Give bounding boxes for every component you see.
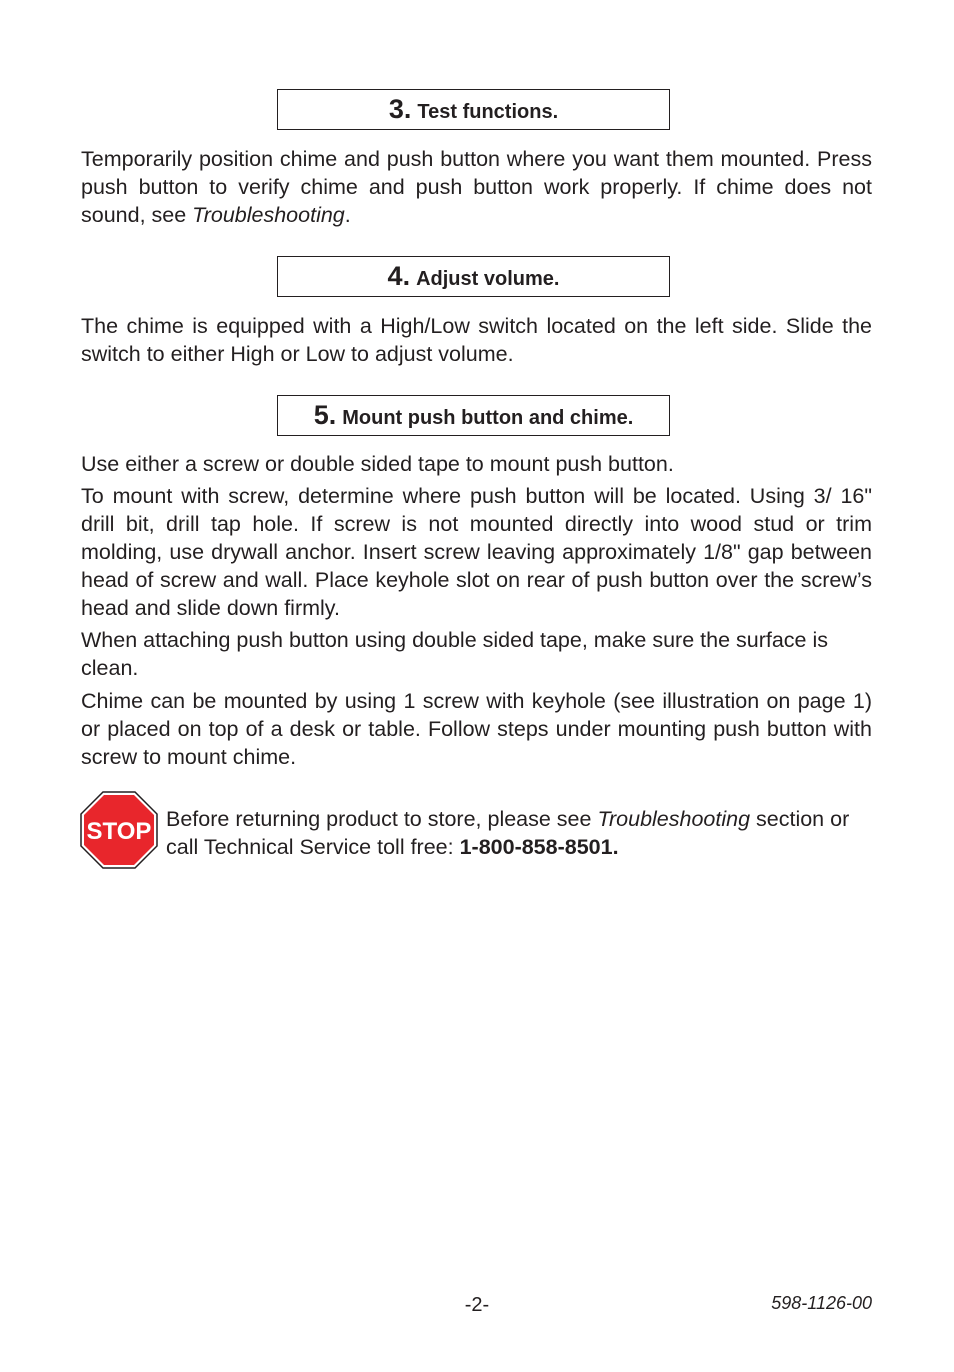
step-4-heading [277, 256, 670, 297]
page-number: -2- [464, 1294, 490, 1316]
troubleshooting-reference: Troubleshooting [597, 807, 751, 831]
stop-sign-icon [80, 791, 158, 869]
step-3-heading [277, 89, 670, 130]
stop-notice-text [166, 805, 872, 861]
step-5-heading [277, 395, 670, 436]
step-title: Mount push button and chime. [342, 406, 634, 429]
step-number: 3. [388, 94, 412, 124]
step-4-body: The chime is equipped with a High/Low switch located on the left side. Slide the switch to either High or Low to adjust volume. [81, 314, 872, 366]
stop-notice-part2: section or call Technical Service toll free: [166, 807, 850, 859]
troubleshooting-reference: Troubleshooting [192, 203, 345, 227]
step-5-paragraph-2: To mount with screw, determine where push button will be located. Using 3/ 16" drill bit, drill tap hole. If screw is not mounted directly into wood stud or trim molding, use drywall anchor. Insert screw leaving approximately 1/8" gap between head of screw and wall. Place keyhole slot on rear of push button over the screw’s head and slide down firmly. [81, 484, 872, 620]
step-title: Test functions. [417, 100, 559, 123]
step-number: 4. [387, 261, 411, 291]
step-3-text-part1: Temporarily position chime and push button where you want them mounted. Press push button to verify chime and push button work properly. If chime does not sound, see [81, 147, 872, 227]
support-phone-number: 1-800-858-8501. [459, 835, 619, 859]
step-title: Adjust volume. [416, 267, 560, 290]
step-5-paragraph-4: Chime can be mounted by using 1 screw with keyhole (see illustration on page 1) or placed on top of a desk or table. Follow steps under mounting push button with screw to mount chime. [81, 689, 872, 769]
step-5-paragraph-3: When attaching push button using double sided tape, make sure the surface is clean. [81, 628, 828, 680]
stop-sign-label: STOP [86, 818, 152, 845]
document-code: 598-1126-00 [771, 1293, 872, 1313]
stop-notice-part1: Before returning product to store, please see [166, 807, 598, 831]
step-3-text-part2: . [344, 203, 351, 227]
step-5-paragraph-1: Use either a screw or double sided tape to mount push button. [81, 452, 674, 476]
step-3-body [81, 145, 872, 229]
step-number: 5. [313, 400, 337, 430]
